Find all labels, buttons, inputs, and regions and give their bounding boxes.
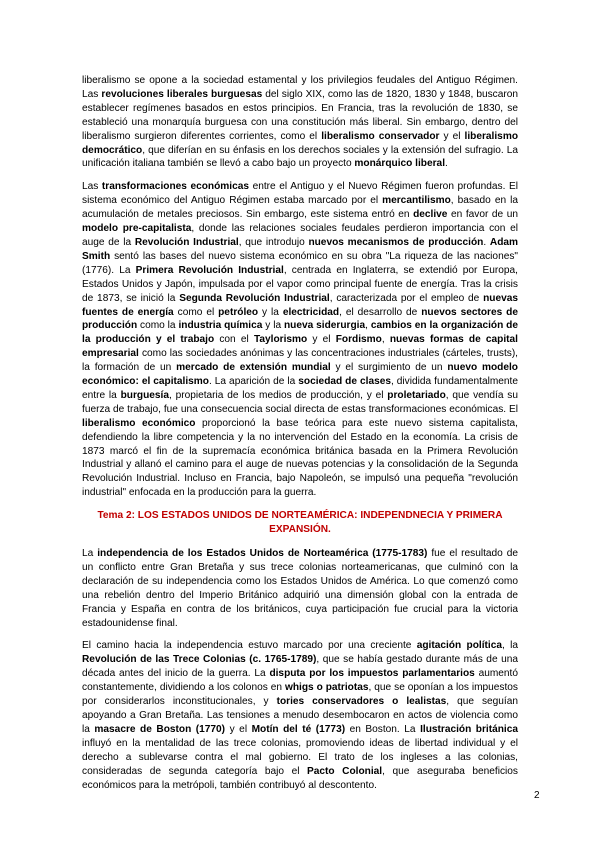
bold-term: industria química	[178, 320, 263, 332]
bold-term: liberalismo económico	[82, 417, 196, 429]
text-run: , que vendía su fuerza de trabajo, fue una consecuencia social directa de estas transformaciones económicas. El	[82, 389, 518, 415]
bold-term: Ilustración británica	[420, 723, 518, 735]
bold-term: burguesía	[120, 389, 169, 401]
section-heading: Tema 2: LOS ESTADOS UNIDOS DE NORTEAMÉRICA: INDEPENDNECIA Y PRIMERA EXPANSIÓN.	[97, 510, 503, 536]
text-run: ,	[365, 320, 371, 332]
text-run: y la	[262, 320, 284, 332]
bold-term: Primera Revolución Industrial	[135, 264, 284, 276]
text-run: proporcionó la base teórica para este nuevo sistema capitalista, defendiendo la libre competencia y la no intervención del Estado en la economía. La crisis de 1873 marcó el fin de la supremacía económica británica basada en la Primera Revolución Industrial y allanó el camino para el auge de nuevas potencias y la consolidación de la Segunda Revolución Industrial. Incluso en Francia, bajo Napoleón, se impulsó una pequeña "revolución industrial" enfocada en la producción para la guerra.	[82, 417, 518, 499]
text-run: entre el Antiguo y el Nuevo Régimen fueron profundas. El sistema económico del Antiguo Régimen estaba marcado por el	[82, 181, 518, 207]
text-run: aumentó constantemente, dividiendo a los colonos en	[82, 668, 518, 694]
bold-term: mercado de extensión mundial	[176, 362, 331, 374]
bold-term: Revolución Industrial	[134, 236, 239, 248]
text-run: y el	[225, 723, 252, 735]
bold-term: electricidad	[282, 306, 340, 318]
text-run: como las sociedades anónimas y las concentraciones industriales (cárteles, trusts), la formación de un	[82, 348, 518, 374]
bold-term: nuevos mecanismos de producción	[308, 236, 484, 248]
text-run: con el	[214, 334, 254, 346]
text-run: en Boston. La	[345, 723, 421, 735]
bold-term: tories conservadores o lealistas	[276, 696, 447, 708]
text-run: , la	[501, 640, 518, 652]
text-run: , que se oponían a los impuestos por considerarlos inconstitucionales, y	[82, 682, 518, 708]
text-run: y la	[258, 306, 283, 318]
bold-term: Motín del té (1773)	[251, 723, 346, 735]
paragraph-independencia	[82, 547, 518, 630]
text-run: y el surgimiento de un	[330, 362, 448, 374]
bold-term: declive	[413, 209, 448, 221]
bold-term: monárquico liberal	[354, 158, 446, 170]
text-run: , basado en la acumulación de metales preciosos. Sin embargo, este sistema entró en	[82, 195, 518, 221]
text-run: , que introdujo	[238, 236, 309, 248]
bold-term: Taylorismo	[253, 334, 308, 346]
text-run: , dividida fundamentalmente entre la	[82, 376, 518, 401]
bold-term: modelo pre-capitalista	[82, 223, 192, 235]
text-run: como el	[173, 306, 219, 318]
text-run: sentó las bases del nuevo sistema económico en su obra "La riqueza de las naciones" (1776). La	[82, 250, 518, 276]
bold-term: sociedad de clases	[298, 376, 391, 388]
text-run: liberalismo se opone a la sociedad estamental y los privilegios feudales del Antiguo Régimen. Las	[82, 75, 518, 100]
text-run: , que seguían apoyando a Gran Bretaña. Las tensiones a menudo desembocaron en actos de violencia como la	[82, 696, 518, 735]
bold-term: liberalismo conservador	[321, 130, 440, 142]
page-content	[82, 74, 518, 801]
paragraph-camino-independencia	[82, 639, 518, 792]
paragraph-liberalismo	[82, 74, 518, 171]
text-run: y el	[307, 334, 336, 346]
bold-term: transformaciones económicas	[101, 181, 250, 193]
text-run: .	[483, 236, 490, 248]
bold-term: independencia de los Estados Unidos de Norteamérica (1775-1783)	[97, 548, 428, 559]
text-run: , donde las relaciones sociales feudales perdieron importancia con el auge de la	[82, 223, 519, 248]
bold-term: mercantilismo	[382, 195, 451, 207]
bold-term: petróleo	[218, 306, 259, 318]
text-run: del siglo XIX, como las de 1820, 1830 y 1848, buscaron establecer regímenes basados en estos principios. En Francia, tras la revolución de 1830, se estableció una monarquía burguesa con una constitución más liberal. Sin embargo, dentro del liberalismo surgieron diferentes corrientes, como el	[82, 88, 518, 142]
bold-term: disputa por los impuestos parlamentarios	[269, 668, 475, 680]
text-run: . La aparición de la	[208, 376, 299, 388]
text-run: , centrada en Inglaterra, se extendió por Europa, Estados Unidos y Japón, impulsada por el vapor como principal fuente de energía. Tras la crisis de 1873, se inició la	[82, 264, 518, 304]
bold-term: liberalismo democrático	[82, 130, 519, 156]
text-run: ,	[381, 334, 390, 346]
bold-term: revoluciones liberales burguesas	[101, 88, 263, 100]
text-run: , que diferían en su énfasis en los derechos sociales y la extensión del sufragio. La unificación italiana también se llevó a cabo bajo un proyecto	[82, 144, 518, 170]
text-run: Las	[82, 181, 102, 193]
bold-term: masacre de Boston (1770)	[94, 723, 226, 735]
text-run: La	[82, 548, 98, 559]
text-run: en favor de un	[447, 209, 518, 221]
bold-term: Pacto Colonial	[307, 765, 383, 777]
bold-term: Revolución de las Trece Colonias (c. 1765-1789)	[82, 654, 317, 666]
bold-term: proletariado	[387, 389, 446, 401]
text-run: y el	[439, 130, 465, 142]
text-run: , que se había gestado durante más de una década antes del inicio de la guerra. La	[82, 654, 518, 680]
paragraph-transformaciones-economicas	[82, 180, 518, 500]
text-run: .	[445, 158, 448, 170]
text-run: , caracterizada por el empleo de	[329, 292, 484, 304]
bold-term: Adam Smith	[82, 236, 519, 262]
text-run: influyó en la mentalidad de las trece colonias, promoviendo ideas de libertad individual y el derecho a sublevarse contra el mal gobierno. El trato de los ingleses a las colonias, consideradas de segunda categoría bajo el	[82, 737, 518, 777]
bold-term: nueva siderurgia	[284, 320, 366, 332]
bold-term: nuevos sectores de producción	[82, 306, 518, 332]
bold-term: nuevo modelo económico: el capitalismo	[82, 362, 518, 388]
bold-term: Segunda Revolución Industrial	[179, 292, 330, 304]
bold-term: nuevas formas de capital empresarial	[82, 334, 518, 360]
bold-term: whigs o patriotas	[284, 682, 369, 694]
bold-term: Fordismo	[335, 334, 382, 346]
text-run: , propietaria de los medios de producción, y el	[168, 389, 388, 401]
bold-term: cambios en la organización de la producción y el trabajo	[82, 320, 518, 346]
text-run: , que aseguraba beneficios económicos para la metrópoli, también contribuyó al descontento.	[82, 765, 518, 791]
bold-term: nuevas fuentes de energía	[82, 292, 518, 318]
page-number: 2	[534, 790, 540, 801]
text-run: El camino hacia la independencia estuvo marcado por una creciente	[82, 640, 417, 652]
bold-term: agitación política	[416, 640, 502, 652]
text-run: , el desarrollo de	[339, 306, 422, 318]
text-run: como la	[137, 320, 179, 332]
text-run: fue el resultado de un conflicto entre Gran Bretaña y sus trece colonias norteamericanas, que culminó con la declaración de su independencia como los Estados Unidos de América. Lo que comenzó como una rebelión dentro del Imperio Británico adquirió una dimensión global con la entrada de Francia y España en contra de los británicos, cuya participación fue crucial para la victoria estadounidense final.	[82, 548, 518, 629]
